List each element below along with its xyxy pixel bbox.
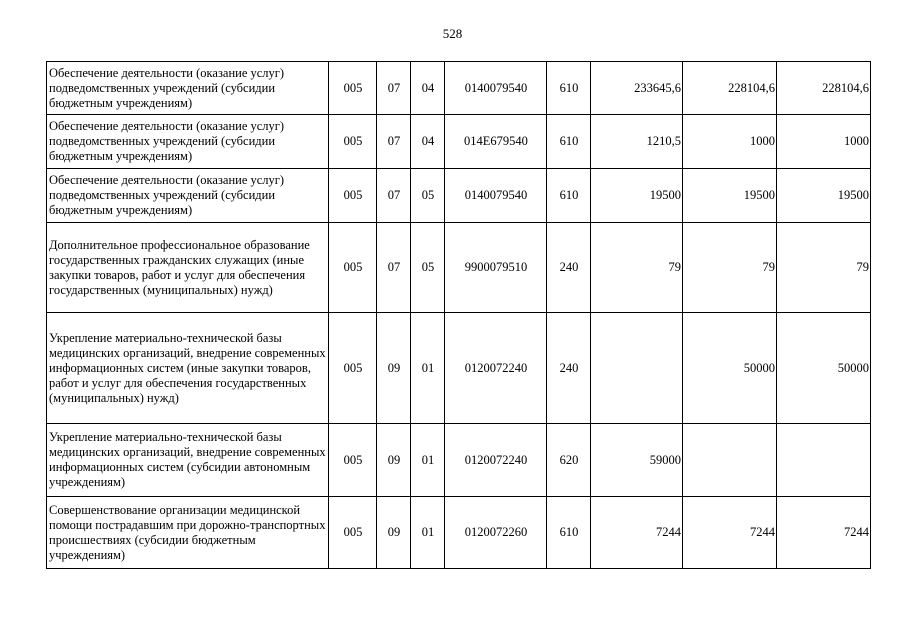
subsection-code: 01: [411, 497, 445, 569]
expense-type-code: 610: [547, 169, 591, 223]
grbs-code: 005: [329, 313, 377, 424]
grbs-code: 005: [329, 424, 377, 497]
section-code: 09: [377, 424, 411, 497]
table-row: [47, 313, 871, 424]
subsection-code: 04: [411, 62, 445, 115]
amount-year-3: 50000: [777, 313, 871, 424]
subsection-code: 01: [411, 313, 445, 424]
amount-year-1: [591, 313, 683, 424]
amount-year-3: 19500: [777, 169, 871, 223]
subsection-code: 04: [411, 115, 445, 169]
table-row: [47, 497, 871, 569]
expense-type-code: 610: [547, 62, 591, 115]
row-description: Дополнительное профессиональное образование государственных гражданских служащих (иные закупки товаров, работ и услуг для обеспечения государственных (муниципальных) нужд): [47, 223, 329, 313]
target-article-code: 9900079510: [445, 223, 547, 313]
amount-year-2: 50000: [683, 313, 777, 424]
expense-type-code: 240: [547, 223, 591, 313]
row-description: Обеспечение деятельности (оказание услуг) подведомственных учреждений (субсидии бюджетным учреждениям): [47, 115, 329, 169]
section-code: 07: [377, 223, 411, 313]
row-description: Укрепление материально-технической базы медицинских организаций, внедрение современных информационных систем (иные закупки товаров, работ и услуг для обеспечения государственных (муниципальных) нужд): [47, 313, 329, 424]
row-description: Укрепление материально-технической базы медицинских организаций, внедрение современных информационных систем (субсидии автономным учреждениям): [47, 424, 329, 497]
grbs-code: 005: [329, 497, 377, 569]
amount-year-1: 7244: [591, 497, 683, 569]
budget-table: [46, 61, 871, 569]
expense-type-code: 610: [547, 115, 591, 169]
table-row: [47, 169, 871, 223]
table-row: [47, 62, 871, 115]
amount-year-1: 59000: [591, 424, 683, 497]
amount-year-2: 79: [683, 223, 777, 313]
amount-year-2: 7244: [683, 497, 777, 569]
amount-year-3: 79: [777, 223, 871, 313]
target-article-code: 0120072240: [445, 424, 547, 497]
section-code: 07: [377, 115, 411, 169]
target-article-code: 0140079540: [445, 169, 547, 223]
expense-type-code: 240: [547, 313, 591, 424]
amount-year-1: 1210,5: [591, 115, 683, 169]
section-code: 07: [377, 169, 411, 223]
amount-year-2: [683, 424, 777, 497]
section-code: 07: [377, 62, 411, 115]
subsection-code: 05: [411, 169, 445, 223]
grbs-code: 005: [329, 62, 377, 115]
amount-year-3: 7244: [777, 497, 871, 569]
subsection-code: 01: [411, 424, 445, 497]
target-article-code: 014E679540: [445, 115, 547, 169]
amount-year-2: 19500: [683, 169, 777, 223]
amount-year-1: 79: [591, 223, 683, 313]
table-row: [47, 424, 871, 497]
expense-type-code: 610: [547, 497, 591, 569]
row-description: Совершенствование организации медицинской помощи пострадавшим при дорожно-транспортных происшествиях (субсидии бюджетным учреждениям): [47, 497, 329, 569]
row-description: Обеспечение деятельности (оказание услуг) подведомственных учреждений (субсидии бюджетным учреждениям): [47, 169, 329, 223]
amount-year-3: 1000: [777, 115, 871, 169]
page-number: 528: [442, 26, 463, 41]
target-article-code: 0140079540: [445, 62, 547, 115]
table-row: [47, 223, 871, 313]
amount-year-2: 228104,6: [683, 62, 777, 115]
subsection-code: 05: [411, 223, 445, 313]
target-article-code: 0120072240: [445, 313, 547, 424]
section-code: 09: [377, 497, 411, 569]
target-article-code: 0120072260: [445, 497, 547, 569]
grbs-code: 005: [329, 115, 377, 169]
row-description: Обеспечение деятельности (оказание услуг) подведомственных учреждений (субсидии бюджетным учреждениям): [47, 62, 329, 115]
amount-year-3: 228104,6: [777, 62, 871, 115]
section-code: 09: [377, 313, 411, 424]
grbs-code: 005: [329, 223, 377, 313]
table-row: [47, 115, 871, 169]
grbs-code: 005: [329, 169, 377, 223]
amount-year-1: 233645,6: [591, 62, 683, 115]
amount-year-1: 19500: [591, 169, 683, 223]
amount-year-2: 1000: [683, 115, 777, 169]
expense-type-code: 620: [547, 424, 591, 497]
amount-year-3: [777, 424, 871, 497]
